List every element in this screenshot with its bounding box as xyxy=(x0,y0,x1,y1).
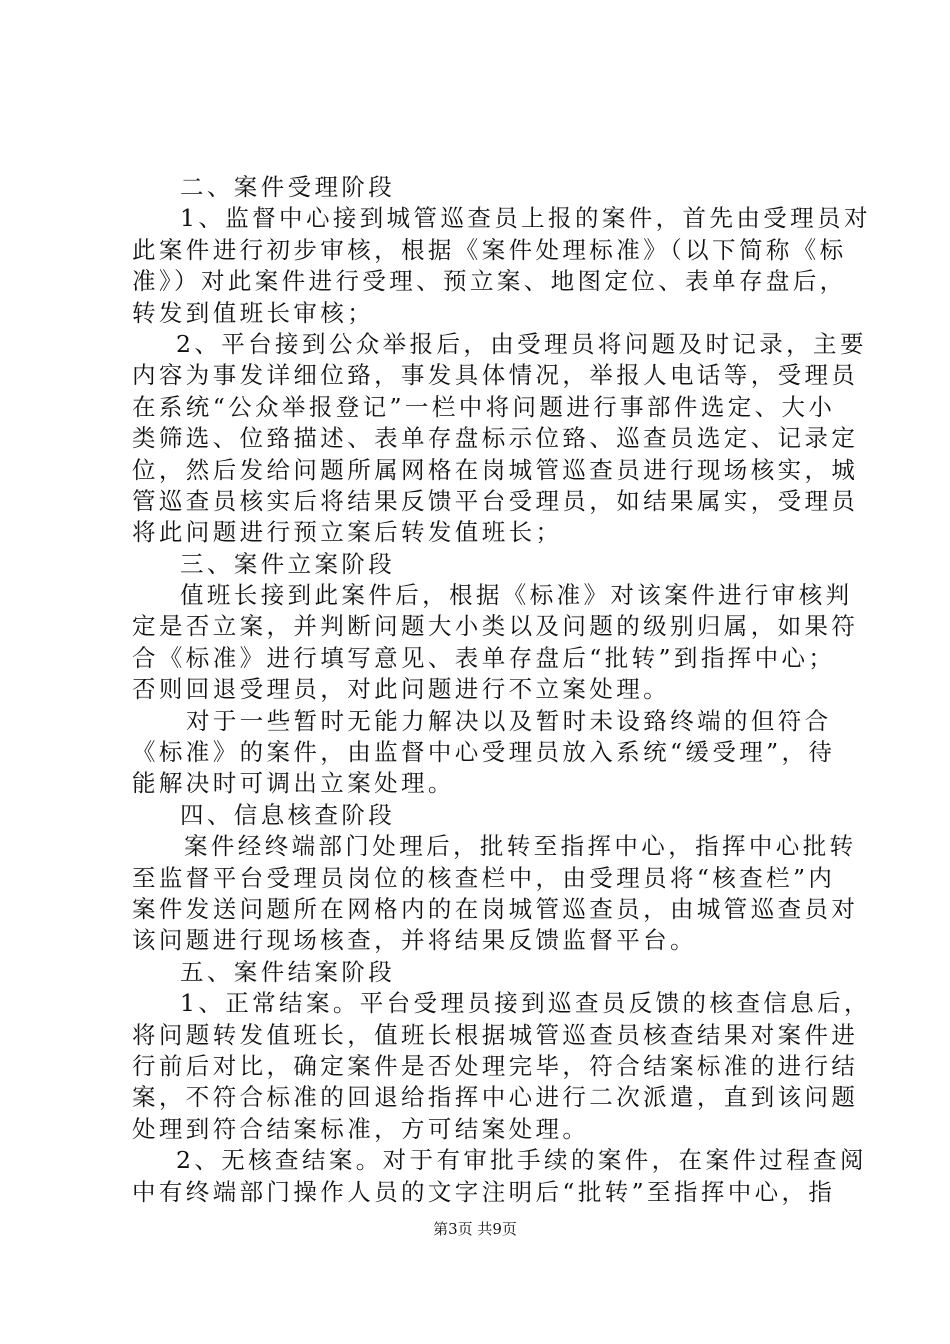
document-line: 否则回退受理员，对此问题进行不立案处理。 xyxy=(132,675,670,704)
document-line: 类筛选、位臵描述、表单存盘标示位臵、巡查员选定、记录定 xyxy=(132,424,859,453)
document-line: 此案件进行初步审核，根据《案件处理标准》（以下简称《标 xyxy=(132,235,847,264)
document-line: 该问题进行现场核查，并将结果反馈监督平台。 xyxy=(132,926,697,955)
document-line: 将问题转发值班长，值班长根据城管巡查员核查结果对案件进 xyxy=(132,1020,859,1049)
document-line: 处理到符合结案标准，方可结案处理。 xyxy=(132,1114,590,1143)
document-line: 值班长接到此案件后，根据《标准》对该案件进行审核判 xyxy=(180,581,853,610)
document-line: 案，不符合标准的回退给指挥中心进行二次派遣，直到该问题 xyxy=(132,1083,859,1112)
document-line: 将此问题进行预立案后转发值班长； xyxy=(132,518,563,547)
document-line: 《标准》的案件，由监督中心受理员放入系统“缓受理”，待 xyxy=(132,738,836,767)
document-line: 准》）对此案件进行受理、预立案、地图定位、表单存盘后， xyxy=(132,267,847,296)
page-footer: 第3页 共9页 xyxy=(433,1220,517,1238)
document-line: 1、监督中心接到城管巡查员上报的案件，首先由受理员对 xyxy=(180,204,871,233)
document-line: 五、案件结案阶段 xyxy=(180,957,396,986)
document-line: 定是否立案，并判断问题大小类以及问题的级别归属，如果符 xyxy=(132,612,859,641)
document-line: 位，然后发给问题所属网格在岗城管巡查员进行现场核实，城 xyxy=(132,455,859,484)
document-line: 能解决时可调出立案处理。 xyxy=(132,769,455,798)
document-line: 管巡查员核实后将结果反馈平台受理员，如结果属实，受理员 xyxy=(132,486,859,515)
document-line: 案件发送问题所在网格内的在岗城管巡查员，由城管巡查员对 xyxy=(132,894,859,923)
document-line: 二、案件受理阶段 xyxy=(180,173,396,201)
document-line: 转发到值班长审核； xyxy=(132,298,375,327)
document-line: 四、信息核查阶段 xyxy=(180,800,396,829)
document-line: 1、正常结案。平台受理员接到巡查员反馈的核查信息后， xyxy=(180,989,871,1018)
document-line: 合《标准》进行填写意见、表单存盘后“批转”到指挥中心； xyxy=(132,643,836,672)
document-line: 案件经终端部门处理后，批转至指挥中心，指挥中心批转 xyxy=(184,832,857,861)
document-line: 2、无核查结案。对于有审批手续的案件，在案件过程查阅 xyxy=(176,1146,867,1175)
document-body xyxy=(132,172,871,1208)
document-line: 对于一些暂时无能力解决以及暂时未设臵终端的但符合 xyxy=(186,706,832,735)
document-line: 三、案件立案阶段 xyxy=(180,549,396,578)
document-line: 行前后对比，确定案件是否处理完毕，符合结案标准的进行结 xyxy=(132,1051,859,1080)
document-line: 2、平台接到公众举报后，由受理员将问题及时记录，主要 xyxy=(176,329,867,358)
document-line: 至监督平台受理员岗位的核查栏中，由受理员将“核查栏”内 xyxy=(132,863,836,892)
document-line: 中有终端部门操作人员的文字注明后“批转”至指挥中心，指 xyxy=(132,1177,836,1206)
document-line: 内容为事发详细位臵，事发具体情况，举报人电话等，受理员 xyxy=(132,361,859,390)
document-line: 在系统“公众举报登记”一栏中将问题进行事部件选定、大小 xyxy=(132,392,836,421)
